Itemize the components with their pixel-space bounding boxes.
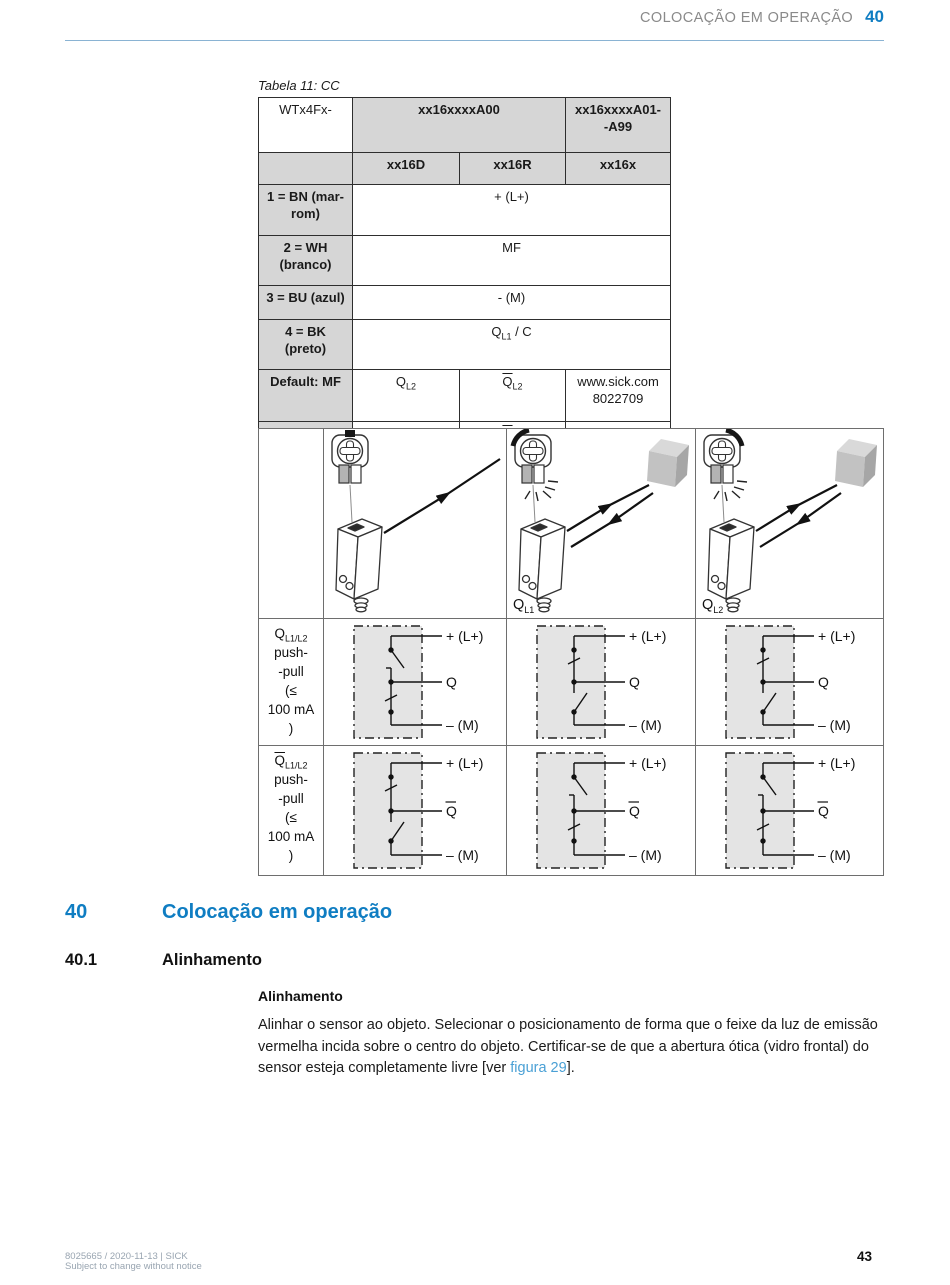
svg-text:Q: Q bbox=[446, 674, 457, 690]
svg-text:+ (L+): + (L+) bbox=[446, 628, 484, 644]
connection-diagram bbox=[258, 428, 884, 876]
sensor-alignment-illustration bbox=[696, 429, 883, 618]
table-row bbox=[259, 320, 671, 370]
page-header bbox=[640, 7, 884, 27]
table-cell: 1 = BN (mar- rom) bbox=[259, 185, 353, 236]
svg-text:– (M): – (M) bbox=[446, 847, 479, 863]
svg-text:+ (L+): + (L+) bbox=[818, 628, 856, 644]
paragraph-text: ]. bbox=[566, 1060, 575, 1076]
svg-text:+ (L+): + (L+) bbox=[629, 755, 667, 771]
svg-text:Q: Q bbox=[629, 803, 640, 819]
running-header-chapter-number: 40 bbox=[865, 7, 884, 26]
section-number: 40 bbox=[65, 901, 88, 923]
sensor-panel bbox=[696, 429, 884, 619]
table-row bbox=[259, 370, 671, 422]
circuit-cell bbox=[507, 619, 696, 746]
push-pull-circuit-diagram bbox=[696, 619, 883, 745]
circuit-row-label-line: push- bbox=[274, 645, 308, 660]
table-cell: xx16xxxxA00 bbox=[353, 98, 566, 153]
body-paragraph bbox=[258, 1015, 890, 1080]
paragraph-heading: Alinhamento bbox=[258, 988, 343, 1004]
table-cell: www.sick.com 8022709 bbox=[566, 370, 671, 422]
target-cube-icon bbox=[835, 439, 877, 487]
table-cell: 2 = WH (branco) bbox=[259, 236, 353, 286]
table-row bbox=[259, 185, 671, 236]
circuit-row-label-line: $Q_{L1/L2}$ bbox=[274, 626, 308, 644]
circuit-cell bbox=[696, 619, 884, 746]
table-cell bbox=[259, 153, 353, 185]
svg-text:Q: Q bbox=[818, 803, 829, 819]
table-cell: 4 = BK (preto) bbox=[259, 320, 353, 370]
table-cell: $\overline{Q}_{L2}$ bbox=[460, 370, 566, 422]
photoelectric-sensor-icon bbox=[336, 519, 382, 612]
svg-text:+ (L+): + (L+) bbox=[629, 628, 667, 644]
table-cell: xx16D bbox=[353, 153, 460, 185]
circuit-row-label-line: 100 mA bbox=[267, 829, 315, 844]
svg-text:Q: Q bbox=[629, 674, 640, 690]
table-caption: Tabela 11: CC bbox=[258, 78, 340, 93]
table-cell: $Q_{L1}$ / C bbox=[353, 320, 671, 370]
sensor-alignment-illustration bbox=[324, 429, 506, 618]
section-title: Colocação em operação bbox=[162, 901, 393, 923]
panel-output-label: $Q_{L1}$ bbox=[513, 597, 535, 615]
table-cell: + (L+) bbox=[353, 185, 671, 236]
circuit-row-label-line: (≤ bbox=[285, 810, 297, 825]
paragraph-text: Alinhar o sensor ao objeto. Selecionar o posicionamento de forma que o feixe da luz de emissão vermelha incida sobre o centro do objeto. Certificar-se de que a abertura ótica (vidro frontal) do sensor esteja completamente livre [ver bbox=[258, 1017, 878, 1076]
circuit-row-label-line: (≤ bbox=[285, 683, 297, 698]
header-rule bbox=[65, 40, 884, 41]
subsection-title: Alinhamento bbox=[162, 951, 262, 969]
sensor-panel bbox=[507, 429, 696, 619]
table-cell: - (M) bbox=[353, 286, 671, 320]
svg-text:Q: Q bbox=[446, 803, 457, 819]
svg-text:– (M): – (M) bbox=[818, 847, 851, 863]
svg-text:– (M): – (M) bbox=[818, 717, 851, 733]
push-pull-circuit-diagram bbox=[324, 619, 506, 745]
table-row bbox=[259, 153, 671, 185]
circuit-row-label-line: $\overline{Q}_{L1/L2}$ bbox=[274, 753, 308, 771]
circuit-cell bbox=[507, 746, 696, 876]
footer-doc-info bbox=[65, 1252, 202, 1271]
svg-text:Q: Q bbox=[818, 674, 829, 690]
svg-text:– (M): – (M) bbox=[629, 847, 662, 863]
circuit-cell bbox=[324, 619, 507, 746]
figura-29-link[interactable]: figura 29 bbox=[510, 1060, 567, 1076]
potentiometer-dial-icon bbox=[704, 430, 747, 501]
wiring-table bbox=[258, 97, 671, 474]
table-cell: WTx4Fx- bbox=[259, 98, 353, 153]
circuit-row-label-line: push- bbox=[274, 772, 308, 787]
running-header-title: COLOCAÇÃO EM OPERAÇÃO bbox=[640, 10, 854, 26]
table-cell: Default: MF bbox=[259, 370, 353, 422]
page-number: 43 bbox=[856, 1249, 872, 1264]
push-pull-circuit-diagram bbox=[507, 619, 695, 745]
diagram-empty-cell bbox=[259, 429, 324, 619]
push-pull-circuit-diagram bbox=[324, 746, 506, 875]
panel-output-label: $Q_{L2}$ bbox=[702, 597, 724, 615]
push-pull-circuit-diagram bbox=[696, 746, 883, 875]
table-cell: $Q_{L2}$ bbox=[353, 370, 460, 422]
sensor-panel bbox=[324, 429, 507, 619]
subsection-number: 40.1 bbox=[65, 951, 98, 969]
circuit-row-label-line: 100 mA bbox=[267, 702, 315, 717]
table-cell: xx16R bbox=[460, 153, 566, 185]
table-cell: xx16x bbox=[566, 153, 671, 185]
table-row bbox=[259, 236, 671, 286]
table-cell: MF bbox=[353, 236, 671, 286]
circuit-row-label-line: -pull bbox=[278, 664, 304, 679]
circuit-cell bbox=[324, 746, 507, 876]
circuit-row-label-line: -pull bbox=[278, 791, 304, 806]
svg-text:– (M): – (M) bbox=[629, 717, 662, 733]
footer-doc-line1: 8025665 / 2020-11-13 | SICK bbox=[65, 1251, 188, 1262]
light-beam-arrow bbox=[384, 459, 500, 533]
table-row bbox=[259, 98, 671, 153]
footer-doc-line2: Subject to change without notice bbox=[65, 1260, 202, 1272]
table-cell: 3 = BU (azul) bbox=[259, 286, 353, 320]
svg-text:+ (L+): + (L+) bbox=[446, 755, 484, 771]
svg-text:– (M): – (M) bbox=[446, 717, 479, 733]
push-pull-circuit-diagram bbox=[507, 746, 695, 875]
table-cell: xx16xxxxA01- -A99 bbox=[566, 98, 671, 153]
circuit-row-label bbox=[259, 619, 324, 746]
circuit-row-label-line: ) bbox=[288, 721, 294, 736]
svg-text:+ (L+): + (L+) bbox=[818, 755, 856, 771]
target-cube-icon bbox=[647, 439, 689, 487]
potentiometer-dial-icon bbox=[513, 430, 558, 501]
circuit-row-label-line: ) bbox=[288, 848, 294, 863]
sensor-alignment-illustration bbox=[507, 429, 695, 618]
potentiometer-dial-icon bbox=[332, 430, 368, 483]
circuit-row-label bbox=[259, 746, 324, 876]
table-row bbox=[259, 286, 671, 320]
circuit-cell bbox=[696, 746, 884, 876]
